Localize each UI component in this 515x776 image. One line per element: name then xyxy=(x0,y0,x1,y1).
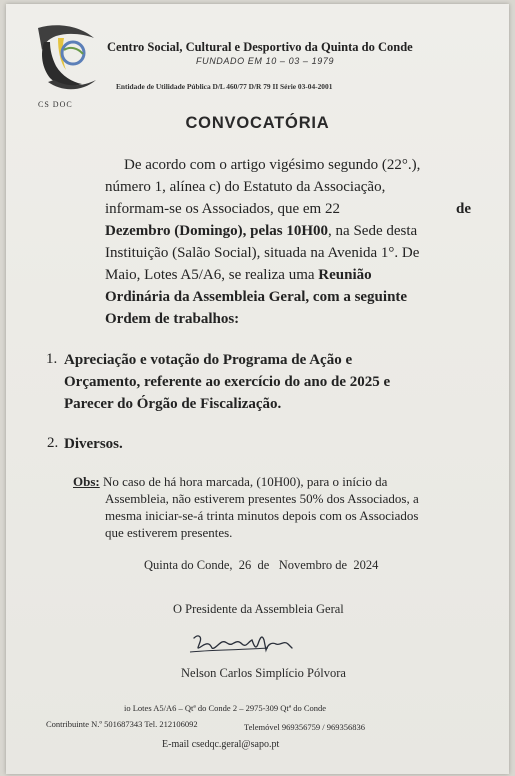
obs-line-3: mesma iniciar-se-á trinta minutos depois com os Associados xyxy=(105,508,419,523)
intro-line-1: De acordo com o artigo vigésimo segundo (22°.), xyxy=(124,157,421,173)
document-page xyxy=(6,4,509,774)
signatory-role: O Presidente da Assembleia Geral xyxy=(173,602,344,616)
meeting-date-time: Dezembro (Domingo), pelas 10H00 xyxy=(105,223,329,239)
founded-date: FUNDADO EM 10 – 03 – 1979 xyxy=(196,56,335,66)
agenda-item-1-line-3: Parecer do Órgão de Fiscalização. xyxy=(64,396,282,412)
obs-line-2: Assembleia, não estiverem presentes 50% dos Associados, a xyxy=(105,491,419,506)
intro-line-6-text: Maio, Lotes A5/A6, se realiza uma xyxy=(105,267,319,283)
footer-email: E-mail csedqc.geral@sapo.pt xyxy=(162,739,280,750)
obs-label: Obs: xyxy=(73,474,100,489)
intro-line-6 xyxy=(105,266,372,285)
footer-telemovel: Telemóvel 969356759 / 969356836 xyxy=(244,722,365,732)
intro-line-4-text: , na Sede desta xyxy=(328,223,418,239)
document-title: CONVOCATÓRIA xyxy=(185,114,330,132)
intro-line-3 xyxy=(105,200,471,219)
intro-line-5: Instituição (Salão Social), situada na Avenida 1°. De xyxy=(105,245,420,261)
agenda-item-1-line-1: Apreciação e votação do Programa de Ação e xyxy=(64,352,353,368)
logo-caption: CS DOC xyxy=(38,100,73,109)
agenda-item-2-number: 2. xyxy=(47,435,59,451)
signatory-name: Nelson Carlos Simplício Pólvora xyxy=(181,666,346,680)
agenda-item-2-line-1: Diversos. xyxy=(64,436,123,452)
footer-contribuinte: Contribuinte N.º 501687343 Tel. 212106092 xyxy=(46,719,198,729)
obs-line-1 xyxy=(73,474,387,490)
agenda-item-1-number: 1. xyxy=(46,351,58,367)
intro-line-4 xyxy=(105,222,417,241)
organization-name: Centro Social, Cultural e Desportivo da Quinta do Conde xyxy=(107,40,413,54)
date-line: Quinta do Conde, 26 de Novembro de 2024 xyxy=(144,558,379,572)
intro-line-3-text: informam-se os Associados, que em 22 xyxy=(105,201,340,217)
obs-line-1-text: No caso de há hora marcada, (10H00), para o início da xyxy=(99,474,388,489)
agenda-item-1-line-2: Orçamento, referente ao exercício do ano de 2025 e xyxy=(64,374,391,390)
association-logo xyxy=(28,20,102,98)
intro-line-7: Ordinária da Assembleia Geral, com a seguinte xyxy=(105,289,408,305)
intro-line-6-bold: Reunião xyxy=(318,267,372,283)
obs-line-4: que estiverem presentes. xyxy=(105,525,233,540)
footer-address: io Lotes A5/A6 – Qtª do Conde 2 – 2975-309 Qtª do Conde xyxy=(124,703,327,713)
intro-line-8: Ordem de trabalhos: xyxy=(105,311,240,327)
intro-line-3-de: de xyxy=(456,201,471,217)
intro-line-2: número 1, alínea c) do Estatuto da Associação, xyxy=(105,179,386,195)
entity-registration: Entidade de Utilidade Pública D/L 460/77 D/R 79 II Série 03-04-2001 xyxy=(116,82,333,91)
handwritten-signature xyxy=(188,628,300,658)
